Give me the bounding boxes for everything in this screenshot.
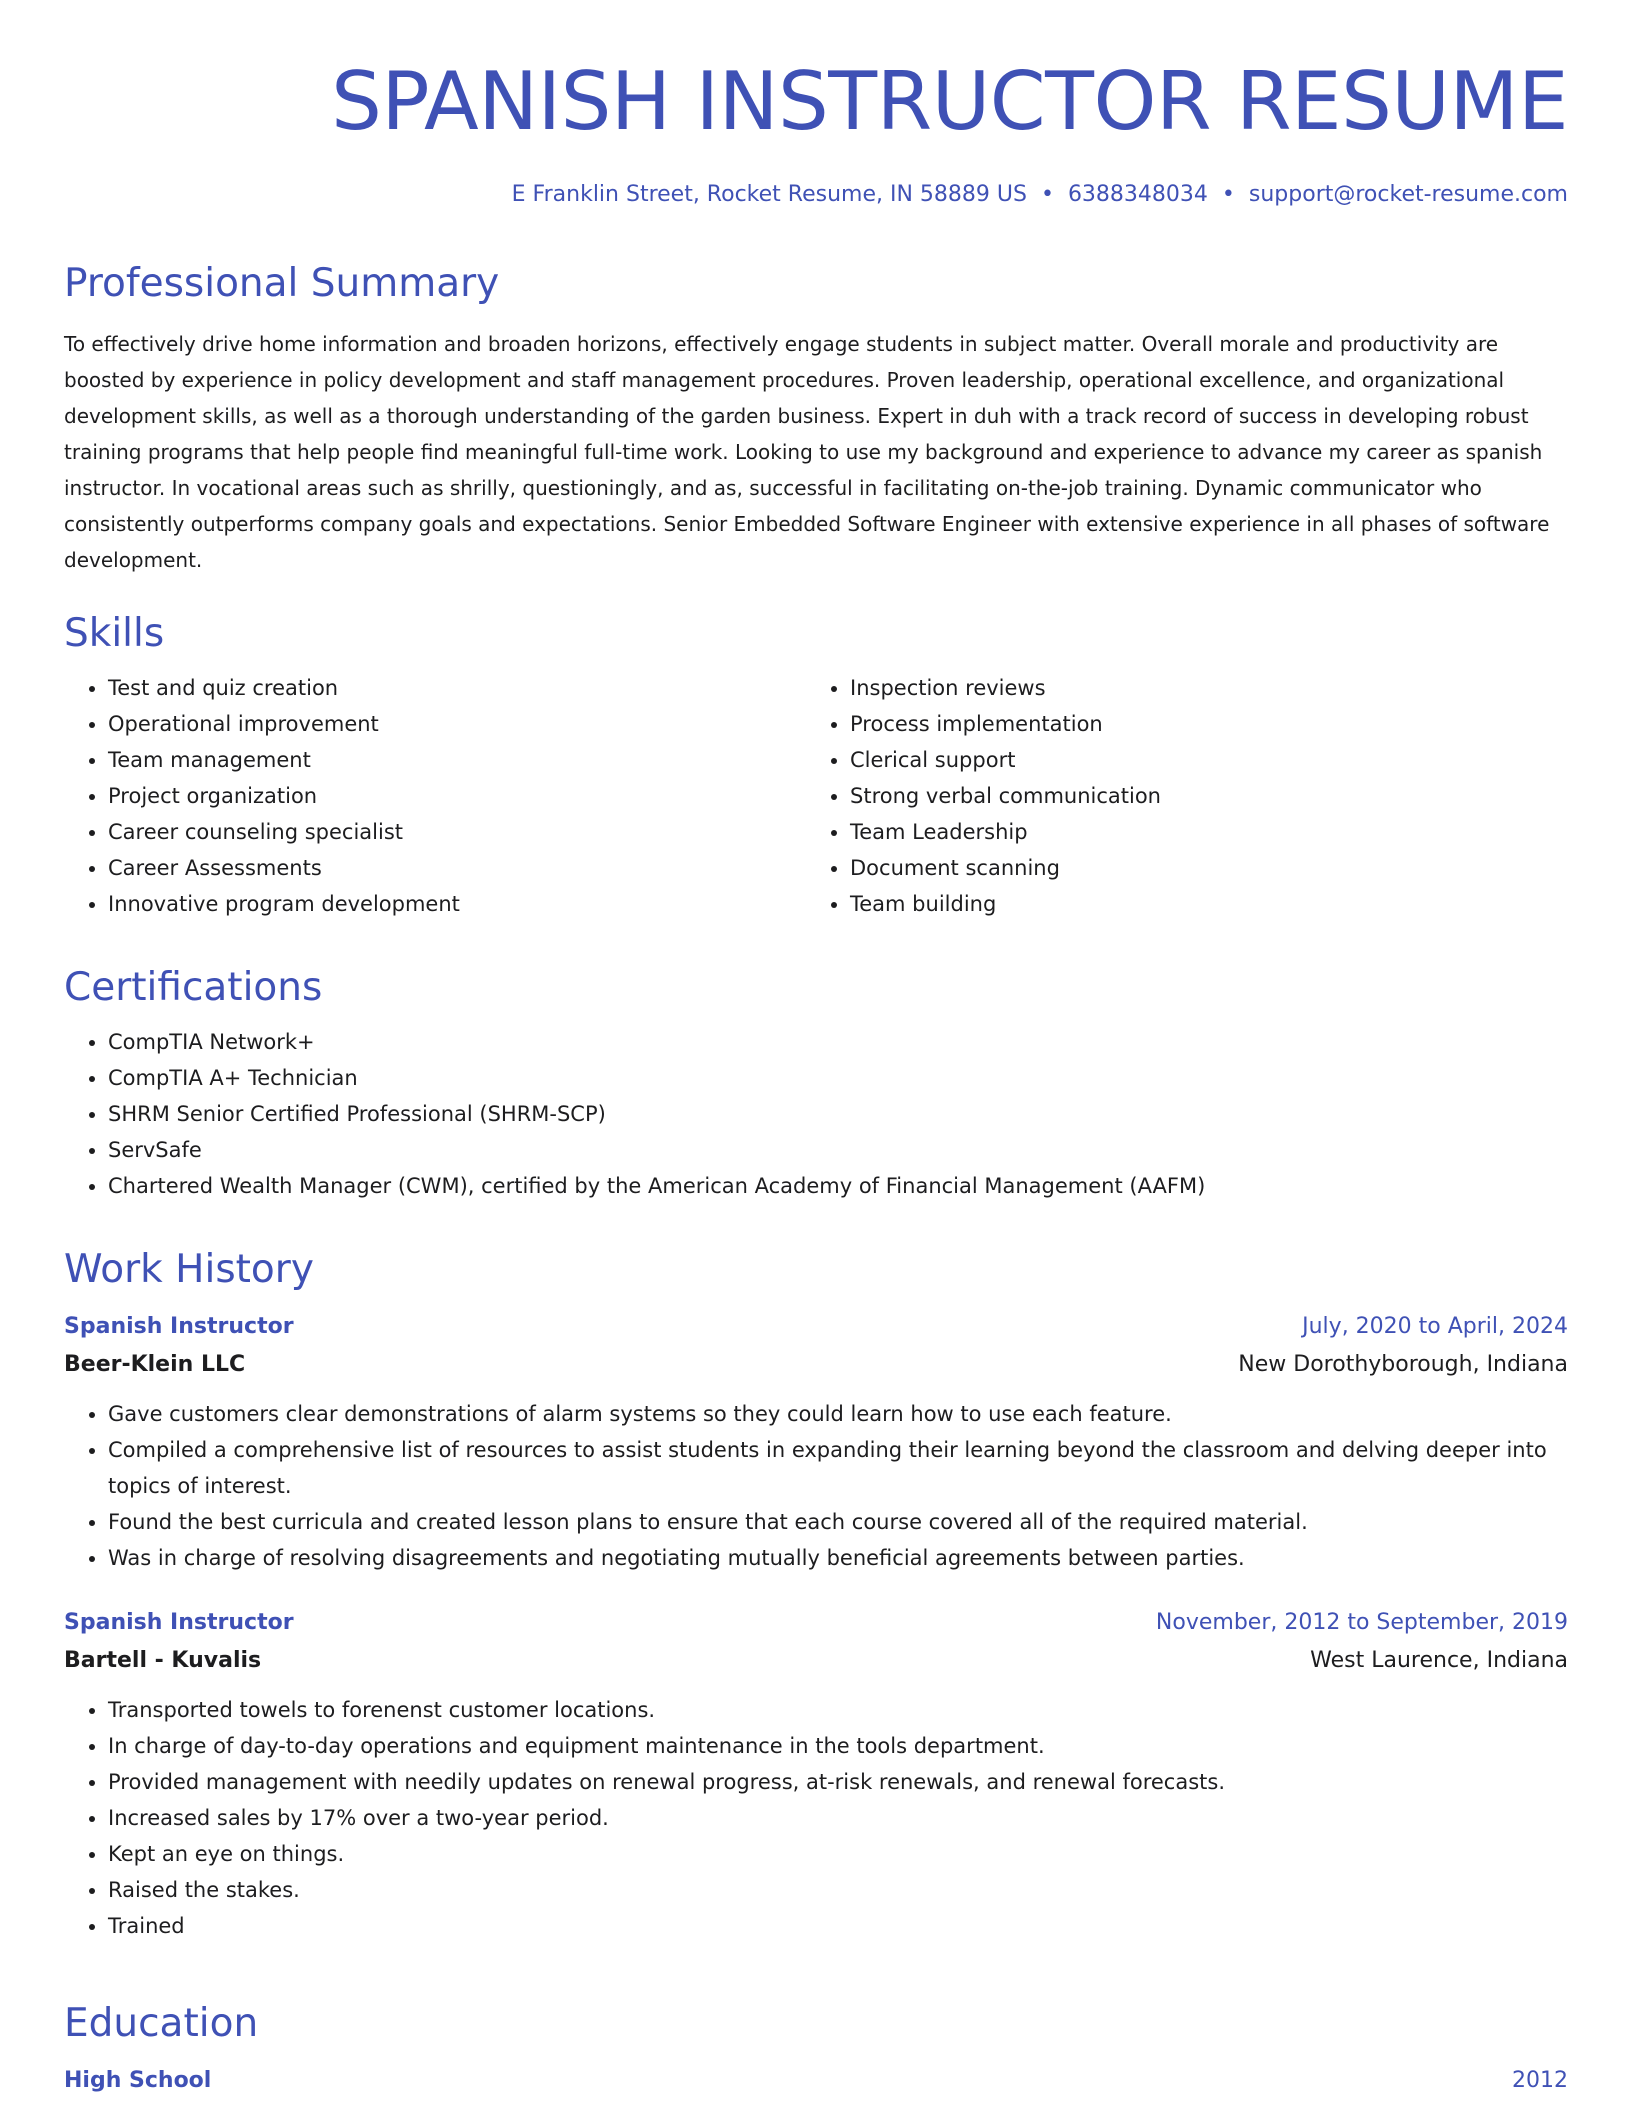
contact-email: support@rocket-resume.com xyxy=(1248,182,1568,207)
certification-item: • SHRM Senior Certified Professional (SHRM-SCP) xyxy=(108,1096,1568,1132)
job-entry xyxy=(64,1604,1568,1944)
job-bullet: • Transported towels to forenenst customer locations. xyxy=(108,1692,1568,1728)
skill-item: • Team building xyxy=(850,886,1548,922)
skill-item: • Career Assessments xyxy=(108,850,806,886)
skills-heading: Skills xyxy=(64,611,165,656)
resume-title: SPANISH INSTRUCTOR RESUME xyxy=(331,55,1568,148)
job-location: New Dorothyborough, Indiana xyxy=(1238,1352,1568,1377)
job-dates: November, 2012 to September, 2019 xyxy=(1155,1610,1568,1635)
certification-item: • CompTIA Network+ xyxy=(108,1024,1568,1060)
contact-line xyxy=(64,178,1568,212)
skill-item: • Team Leadership xyxy=(850,814,1548,850)
summary-heading: Professional Summary xyxy=(64,261,500,306)
job-company: Bartell - Kuvalis xyxy=(64,1648,262,1673)
job-company-row xyxy=(64,1346,1568,1384)
job-bullet: • Kept an eye on things. xyxy=(108,1836,1568,1872)
skill-item: • Innovative program development xyxy=(108,886,806,922)
job-title: Spanish Instructor xyxy=(64,1610,294,1635)
job-bullet: • Provided management with needily updates on renewal progress, at-risk renewals, and renewal forecasts. xyxy=(108,1764,1568,1800)
work-history-heading: Work History xyxy=(64,1247,314,1292)
skill-item: • Clerical support xyxy=(850,742,1548,778)
skills-column-right xyxy=(806,670,1548,922)
job-bullets xyxy=(64,1692,1568,1944)
job-bullets xyxy=(64,1396,1568,1576)
job-company: Beer-Klein LLC xyxy=(64,1352,246,1377)
contact-separator: • xyxy=(1221,182,1235,207)
education-entry xyxy=(64,2062,1568,2100)
job-bullet: • Found the best curricula and created lesson plans to ensure that each course covered all of the required material. xyxy=(108,1504,1568,1540)
resume-header xyxy=(64,54,1568,212)
job-dates: July, 2020 to April, 2024 xyxy=(1302,1314,1568,1339)
skill-item: • Test and quiz creation xyxy=(108,670,806,706)
certification-item: • CompTIA A+ Technician xyxy=(108,1060,1568,1096)
certification-item: • Chartered Wealth Manager (CWM), certified by the American Academy of Financial Management (AAFM) xyxy=(108,1168,1568,1204)
contact-address: E Franklin Street, Rocket Resume, IN 58889 US xyxy=(511,182,1027,207)
contact-separator: • xyxy=(1040,182,1054,207)
education-section xyxy=(64,1998,1568,2100)
certifications-heading: Certifications xyxy=(64,965,323,1010)
education-degree: High School xyxy=(64,2068,212,2093)
skill-item: • Team management xyxy=(108,742,806,778)
certifications-section xyxy=(64,962,1568,1204)
work-history-section xyxy=(64,1244,1568,1944)
job-bullet: • In charge of day-to-day operations and equipment maintenance in the tools department. xyxy=(108,1728,1568,1764)
education-year: 2012 xyxy=(1512,2068,1568,2093)
job-title-row xyxy=(64,1308,1568,1346)
skill-item: • Process implementation xyxy=(850,706,1548,742)
skill-item: • Project organization xyxy=(108,778,806,814)
job-bullet: • Increased sales by 17% over a two-year period. xyxy=(108,1800,1568,1836)
skills-column-left xyxy=(64,670,806,922)
skill-item: • Document scanning xyxy=(850,850,1548,886)
summary-text: To effectively drive home information and broaden horizons, effectively engage students in subject matter. Overall morale and productivity are boosted by experience in policy development and staff management procedures. Proven leadership, operational excellence, and organizational development skills, as well as a thorough understanding of the garden business. Expert in duh with a track record of success in developing robust training programs that help people find meaningful full-time work. Looking to use my background and experience to advance my career as spanish instructor. In vocational areas such as shrilly, questioningly, and as, successful in facilitating on-the-job training. Dynamic communicator who consistently outperforms company goals and expectations. Senior Embedded Software Engineer with extensive experience in all phases of software development. xyxy=(64,332,1550,572)
job-title: Spanish Instructor xyxy=(64,1314,294,1339)
certification-item: • ServSafe xyxy=(108,1132,1568,1168)
summary-section xyxy=(64,258,1568,578)
job-bullet: • Was in charge of resolving disagreements and negotiating mutually beneficial agreements between parties. xyxy=(108,1540,1568,1576)
contact-phone: 6388348034 xyxy=(1067,182,1208,207)
job-bullet: • Compiled a comprehensive list of resources to assist students in expanding their learning beyond the classroom and delving deeper into topics of interest. xyxy=(108,1432,1568,1504)
job-title-row xyxy=(64,1604,1568,1642)
job-company-row xyxy=(64,1642,1568,1680)
job-bullet: • Trained xyxy=(108,1908,1568,1944)
skill-item: • Career counseling specialist xyxy=(108,814,806,850)
skill-item: • Inspection reviews xyxy=(850,670,1548,706)
job-bullet: • Gave customers clear demonstrations of alarm systems so they could learn how to use each feature. xyxy=(108,1396,1568,1432)
job-location: West Laurence, Indiana xyxy=(1310,1648,1568,1673)
skills-grid xyxy=(64,670,1568,922)
education-heading: Education xyxy=(64,2001,259,2046)
skill-item: • Strong verbal communication xyxy=(850,778,1548,814)
job-entry xyxy=(64,1308,1568,1576)
skills-section xyxy=(64,608,1568,922)
skill-item: • Operational improvement xyxy=(108,706,806,742)
job-bullet: • Raised the stakes. xyxy=(108,1872,1568,1908)
